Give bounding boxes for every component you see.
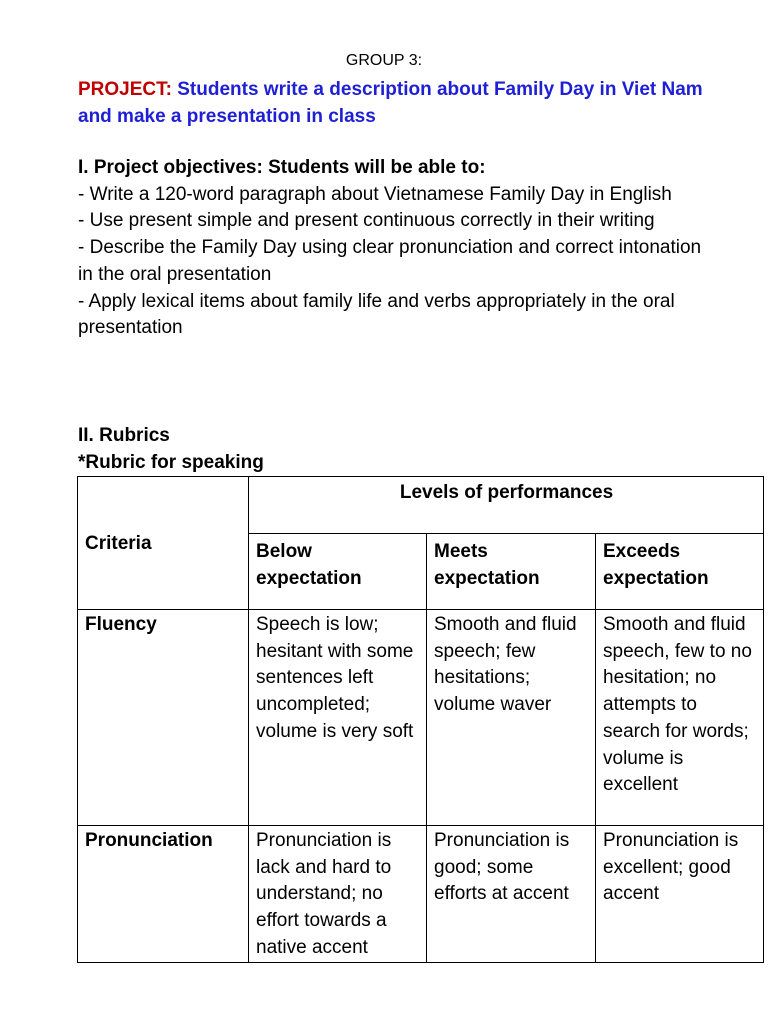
objective-item: - Describe the Family Day using clear pronunciation and correct intonation in the oral presentation <box>78 237 702 285</box>
table-cell: Smooth and fluid speech; few hesitations; volume waver <box>427 610 596 826</box>
objective-item: - Write a 120-word paragraph about Vietnamese Family Day in English <box>78 183 672 205</box>
table-cell: Pronunciation is good; some efforts at accent <box>427 826 596 963</box>
project-text: Students write a description about Family Day in Viet Nam and make a presentation in class <box>78 79 703 127</box>
level-header-below: Below expectation <box>249 534 427 610</box>
objectives-heading: I. Project objectives: Students will be able to: <box>78 157 486 178</box>
table-cell: Smooth and fluid speech, few to no hesitation; no attempts to search for words; volume is excellent <box>596 610 764 826</box>
table-cell: Speech is low; hesitant with some sentences left uncompleted; volume is very soft <box>249 610 427 826</box>
levels-header: Levels of performances <box>249 477 764 534</box>
group-title: GROUP 3: <box>345 52 423 69</box>
objective-item: - Use present simple and present continuous correctly in their writing <box>78 210 655 232</box>
project-label: PROJECT: <box>78 79 172 100</box>
criterion-pronunciation: Pronunciation <box>78 826 249 963</box>
table-header-row <box>78 477 764 534</box>
table-row <box>78 610 764 826</box>
objectives-section <box>78 155 718 342</box>
criterion-fluency: Fluency <box>78 610 249 826</box>
level-header-meets: Meets expectation <box>427 534 596 610</box>
rubrics-subheading: *Rubric for speaking <box>78 451 264 473</box>
rubrics-heading: II. Rubrics <box>78 425 170 446</box>
level-header-exceeds: Exceeds expectation <box>596 534 764 610</box>
project-title <box>78 77 718 130</box>
speaking-rubric-table <box>77 476 764 963</box>
table-cell: Pronunciation is lack and hard to understand; no effort towards a native accent <box>249 826 427 963</box>
rubrics-section <box>78 423 718 476</box>
criteria-header: Criteria <box>78 477 249 610</box>
objective-item: - Apply lexical items about family life and verbs appropriately in the oral presentation <box>78 290 675 339</box>
table-row <box>78 826 764 963</box>
table-cell: Pronunciation is excellent; good accent <box>596 826 764 963</box>
